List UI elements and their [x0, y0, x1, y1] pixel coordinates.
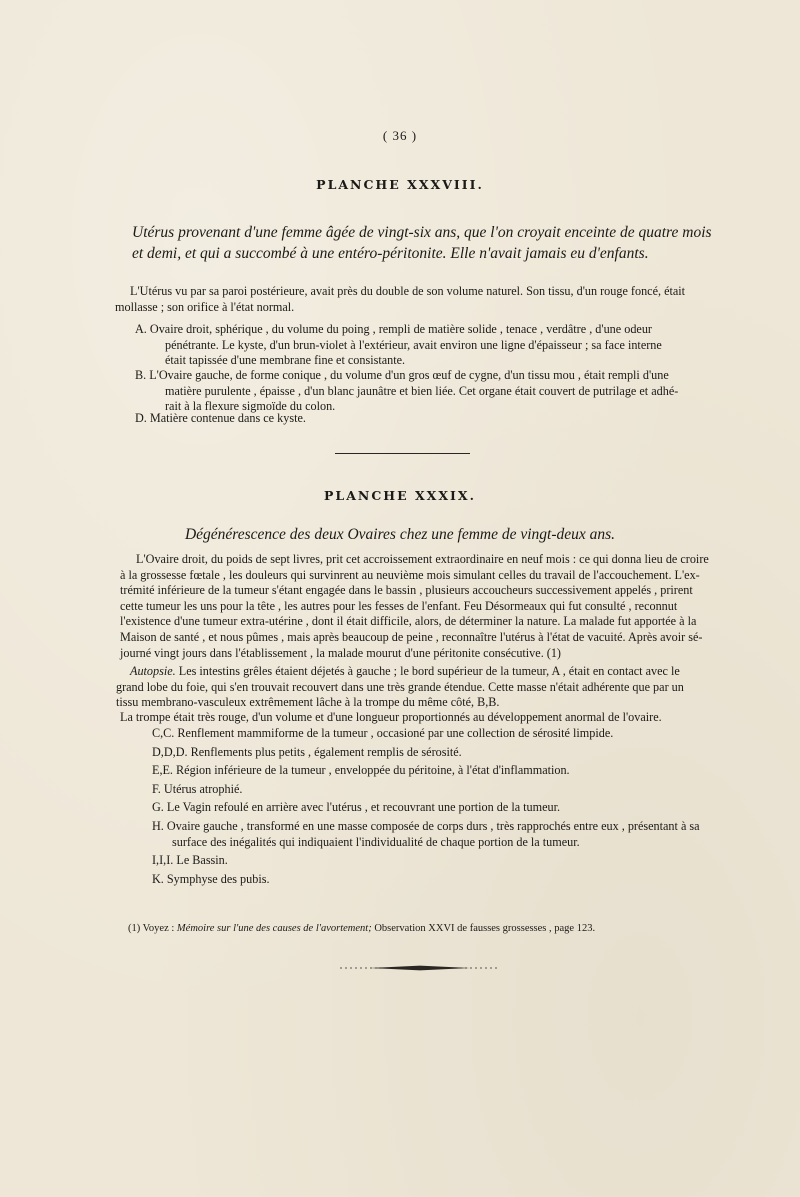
plate-39-title: PLANCHE XXXIX.	[324, 488, 476, 503]
section-divider	[335, 453, 470, 454]
item-text: surface des inégalités qui indiquaient l'individualité de chaque portion de la tumeur.	[172, 834, 580, 849]
footnote-work: Mémoire sur l'une des causes de l'avortement;	[176, 923, 372, 934]
item-text: Symphyse des pubis.	[166, 871, 270, 886]
plate-39-autopsy	[116, 664, 684, 711]
item-text: pénétrante. Le kyste, d'un brun-violet à l'extérieur, avait environ une ligne d'épaisseur ; sa face interne	[165, 337, 662, 352]
autopsy-line: grand lobe du foie, qui s'en trouvait recouvert dans une très grande étendue. Cette masse n'était adhérente que par un	[116, 679, 684, 694]
body-line: Maison de santé , et nous pûmes , mais après beaucoup de peine , reconnaître l'utérus à l'état de vacuité. Après avoir sé-	[120, 629, 703, 644]
plate-39-subtitle: Dégénérescence des deux Ovaires chez une femme de vingt-deux ans.	[184, 526, 616, 543]
body-line: à la grossesse fœtale , les douleurs qui survinrent au neuvième mois simulant celles du travail de l'accouchement. L'ex-	[120, 567, 700, 582]
item-text: Renflements plus petits , également remplis de sérosité.	[190, 744, 462, 759]
item-key: G.	[152, 800, 164, 815]
item-text: Le Vagin refoulé en arrière avec l'utérus , et recouvrant une portion de la tumeur.	[166, 800, 561, 815]
body-line: cette tumeur les uns pour la tête , les autres pour les fesses de l'enfant. Feu Désormeaux qui fut consulté , reconnut	[120, 598, 678, 613]
item-key: C,C.	[152, 726, 175, 740]
item-key: F.	[152, 781, 161, 796]
item-text: Ovaire droit, sphérique , du volume du poing , rempli de matière solide , tenace , verdâtre , d'une odeur	[149, 322, 652, 336]
item-text: matière purulente , épaisse , d'un blanc jaunâtre et bien liée. Cet organe était couvert de putrilage et adhé-	[165, 383, 679, 398]
plate-38-item-a	[135, 322, 662, 369]
plate-38-item-b	[135, 368, 678, 415]
autopsy-line: tissu membrano-vasculeux extrêmement lâche à la trompe du même côté, B,B.	[116, 695, 500, 710]
item-key: K.	[152, 871, 164, 886]
end-ornament	[340, 965, 500, 971]
item-key: B.	[135, 368, 147, 382]
item-text: rait à la flexure sigmoïde du colon.	[165, 399, 336, 414]
plate-39-trompe: La trompe était très rouge, d'un volume et d'une longueur proportionnés au développement anormal de l'ovaire.	[120, 710, 662, 724]
body-line: trémité inférieure de la tumeur s'étant engagée dans le bassin , plusieurs accoucheurs successivement appelés , prirent	[120, 583, 693, 598]
plate-38-intro-line: L'Utérus vu par sa paroi postérieure, avait près du double de son volume naturel. Son tissu, d'un rouge foncé, était	[130, 284, 686, 298]
item-text: Ovaire gauche , transformé en une masse composée de corps durs , très rapprochés entre eux , présentant à sa	[166, 818, 700, 833]
plate-38-subtitle-line: Utérus provenant d'une femme âgée de vingt-six ans, que l'on croyait enceinte de quatre mois	[132, 224, 712, 241]
footnote-rest: Observation XXVI de fausses grossesses , page 123.	[374, 923, 596, 934]
plate-39-items	[152, 726, 700, 887]
item-text: Matière contenue dans ce kyste.	[149, 411, 306, 425]
plate-38-item-d	[135, 411, 306, 427]
item-key: D,D,D.	[152, 744, 188, 759]
autopsy-line: Les intestins grêles étaient déjetés à gauche ; le bord supérieur de la tumeur, A , était en contact avec le	[178, 664, 680, 678]
plate-38-intro	[115, 284, 686, 315]
item-text: Renflement mammiforme de la tumeur , occasioné par une collection de sérosité limpide.	[177, 726, 614, 740]
plate-38-intro-line: mollasse ; son orifice à l'état normal.	[115, 299, 295, 314]
item-key: H.	[152, 818, 164, 833]
body-line: l'existence d'une tumeur extra-utérine , dont il était difficile, alors, de déterminer la nature. La malade fut apportée à la	[120, 614, 697, 629]
item-text: L'Ovaire gauche, de forme conique , du volume d'un gros œuf de cygne, d'un tissu mou , était rempli d'une	[149, 368, 669, 382]
item-text: Région inférieure de la tumeur , enveloppée du péritoine, à l'état d'inflammation.	[176, 763, 570, 778]
footnote	[128, 923, 595, 934]
page-number: ( 36 )	[382, 128, 418, 143]
plate-38-subtitle-line: et demi, et qui a succombé à une entéro-péritonite. Elle n'avait jamais eu d'enfants.	[132, 245, 649, 262]
plate-39-body	[120, 552, 709, 661]
body-line: journé vingt jours dans l'établissement , la malade mourut d'une péritonite consécutive. (1)	[120, 645, 561, 660]
footnote-marker: (1) Voyez :	[128, 923, 175, 934]
item-key: D.	[135, 411, 147, 425]
plate-38-subtitle	[132, 222, 752, 264]
item-text: Utérus atrophié.	[163, 781, 243, 796]
autopsy-label: Autopsie.	[130, 664, 176, 678]
item-text: Le Bassin.	[176, 853, 228, 868]
body-line: L'Ovaire droit, du poids de sept livres, prit cet accroissement extraordinaire en neuf mois : ce qui donna lieu de croire	[136, 552, 709, 566]
plate-38-title: PLANCHE XXXVIII.	[316, 177, 484, 192]
item-key: I,I,I.	[152, 853, 174, 868]
item-key: E,E.	[152, 763, 173, 778]
item-text: était tapissée d'une membrane fine et consistante.	[165, 353, 406, 368]
item-key: A.	[135, 322, 147, 336]
